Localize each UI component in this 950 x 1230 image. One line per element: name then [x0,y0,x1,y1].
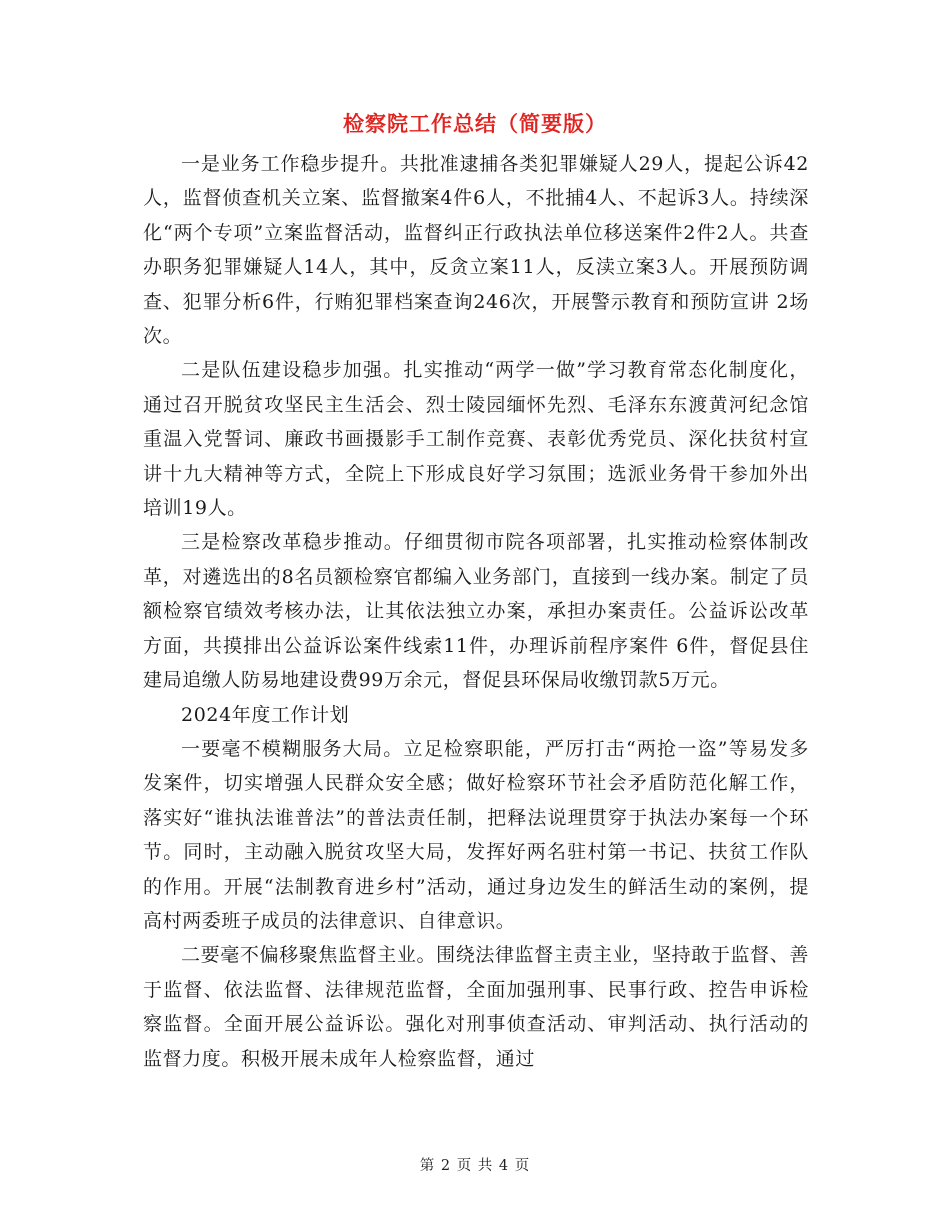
paragraph-reform: 三是检察改革稳步推动。仔细贯彻市院各项部署，扎实推动检察体制改革，对遴选出的8名员额检察官都编入业务部门，直接到一线办案。制定了员额检察官绩效考核办法，让其依法独立办案，承担办案责任。公益诉讼改革方面，共摸排出公益诉讼案件线索11件，办理诉前程序案件 6件，督促县住建局追缴人防易地建设费99万余元，督促县环保局收缴罚款5万元。 [143,531,809,692]
document-body [143,147,809,1076]
page-number-footer: 第 2 页 共 4 页 [419,1158,531,1174]
paragraph-business-work: 一是业务工作稳步提升。共批准逮捕各类犯罪嫌疑人29人，提起公诉42人，监督侦查机关立案、监督撤案4件6人，不批捕4人、不起诉3人。持续深化“两个专项”立案监督活动，监督纠正行政执法单位移送案件2件2人。共查办职务犯罪嫌疑人14人，其中，反贪立案11人，反渎立案3人。开展预防调查、犯罪分析6件，行贿犯罪档案查询246次，开展警示教育和预防宣讲 2场次。 [143,153,809,348]
document-title: 检察院工作总结（简要版） [343,111,607,136]
paragraph-supervision: 二要毫不偏移聚焦监督主业。围绕法律监督主责主业，坚持敢于监督、善于监督、依法监督、法律规范监督，全面加强刑事、民事行政、控告申诉检察监督。全面开展公益诉讼。强化对刑事侦查活动、审判活动、执行活动的监督力度。积极开展未成年人检察监督，通过 [143,944,809,1070]
paragraph-serve-overall: 一要毫不模糊服务大局。立足检察职能，严厉打击“两抢一盗”等易发多发案件，切实增强人民群众安全感；做好检察环节社会矛盾防范化解工作，落实好“谁执法谁普法”的普法责任制，把释法说理贯穿于执法办案每一个环节。同时，主动融入脱贫攻坚大局，发挥好两名驻村第一书记、扶贫工作队的作用。开展“法制教育进乡村”活动，通过身边发生的鲜活生动的案例，提高村两委班子成员的法律意识、自律意识。 [143,737,809,932]
paragraph-team-building: 二是队伍建设稳步加强。扎实推动“两学一做”学习教育常态化制度化，通过召开脱贫攻坚民主生活会、烈士陵园缅怀先烈、毛泽东东渡黄河纪念馆重温入党誓词、廉政书画摄影手工制作竞赛、表彰优秀党员、深化扶贫村宣讲十九大精神等方式，全院上下形成良好学习氛围；选派业务骨干参加外出培训19人。 [143,359,809,520]
section-heading-work-plan: 2024年度工作计划 [181,703,350,726]
